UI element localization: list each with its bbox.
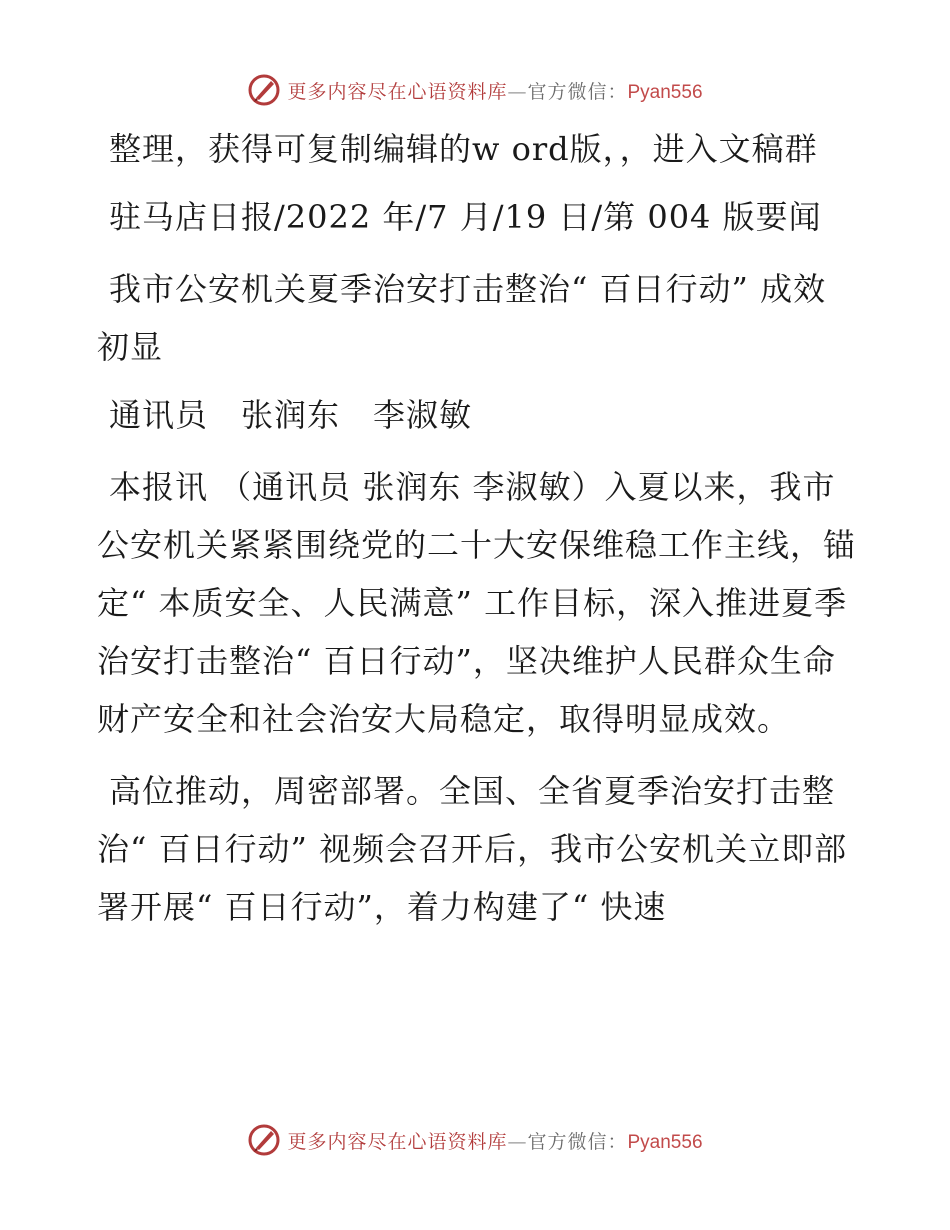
footer-banner-text (287, 1127, 702, 1154)
header-dash: — (507, 80, 528, 103)
header-site-text: 更多内容尽在心语资料库 (287, 80, 508, 103)
source-line: 驻马店日报/2022 年/7 月/19 日/第 004 版要闻 (109, 198, 822, 236)
body-paragraph-1: 本报讯 （通讯员 张润东 李淑敏）入夏以来，我市公安机关紧紧围绕党的二十大安保维稳工作主线，锚定“ 本质安全、人民满意” 工作目标，深入推进夏季治安打击整治“ 百日行动”，坚决维护人民群众生命财产安全和社会治安大局稳定，取得明显成效。 (97, 468, 857, 738)
footer-wechat-id: Pyan556 (627, 1131, 703, 1153)
headline: 我市公安机关夏季治安打击整治“ 百日行动” 成效初显 (97, 270, 827, 366)
body-paragraph-2: 高位推动，周密部署。全国、全省夏季治安打击整治“ 百日行动” 视频会召开后，我市公安机关立即部署开展“ 百日行动”，着力构建了“ 快速 (97, 772, 848, 926)
header-banner-text (287, 77, 702, 104)
header-banner (0, 70, 950, 110)
intro-paragraph: 整理，获得可复制编辑的w ord版，，进入文稿群 (109, 130, 818, 168)
header-wechat-id: Pyan556 (627, 81, 703, 103)
quill-circle-logo-icon (247, 73, 281, 107)
footer-site-text: 更多内容尽在心语资料库 (287, 1130, 508, 1153)
footer-dash: — (507, 1130, 528, 1153)
byline: 通讯员 张润东 李淑敏 (109, 396, 473, 434)
header-official-label: 官方微信： (527, 80, 628, 103)
footer-official-label: 官方微信： (527, 1130, 628, 1153)
footer-banner (0, 1120, 950, 1160)
document-body (97, 120, 857, 950)
quill-circle-logo-icon (247, 1123, 281, 1157)
